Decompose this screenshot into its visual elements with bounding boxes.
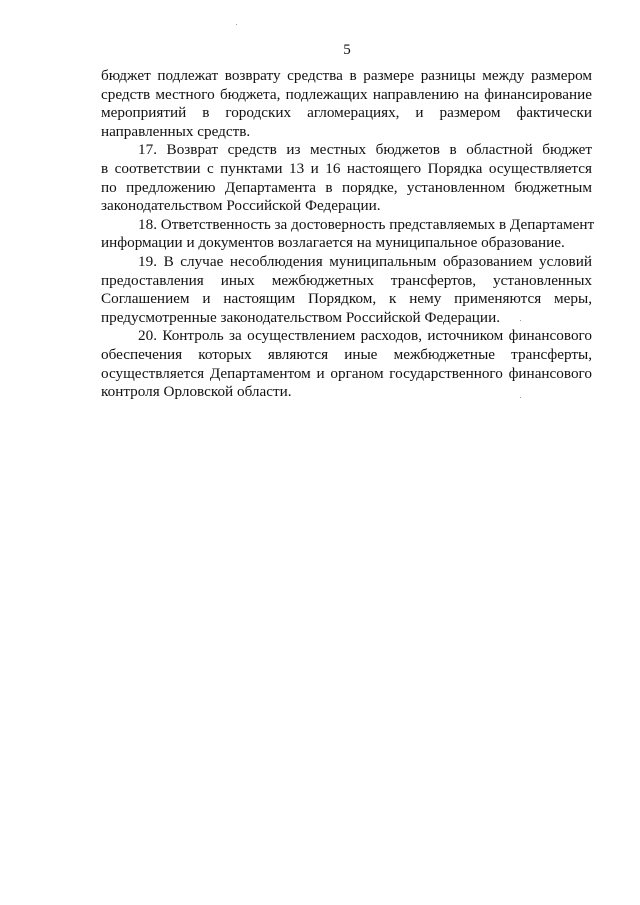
text-line: по предложению Департамента в порядке, установленном бюджетным [101,178,592,196]
text-line: предоставления иных межбюджетных трансфертов, установленных [101,271,592,289]
text-line: осуществляется Департаментом и органом государственного финансового [101,364,592,382]
text-line: средств местного бюджета, подлежащих направлению на финансирование [101,85,592,103]
text-line: мероприятий в городских агломерациях, и размером фактически [101,104,592,122]
document-body [101,67,595,402]
text-line: обеспечения которых являются иные межбюджетные трансферты, [101,345,592,363]
paragraph-continuation [101,67,592,141]
text-line: направленных средств. [101,122,251,140]
text-line: 20. Контроль за осуществлением расходов, источником финансового [138,327,592,345]
paragraph-19 [101,253,592,327]
scan-speck [520,397,521,398]
text-line: Соглашением и настоящим Порядком, к нему применяются меры, [101,290,592,308]
page-number: 5 [343,42,351,58]
text-line: информации и документов возлагается на муниципальное образование. [101,234,565,252]
text-line: предусмотренные законодательством Российской Федерации. [101,308,500,326]
text-line: в соответствии с пунктами 13 и 16 настоящего Порядка осуществляется [101,159,592,177]
text-line: 17. Возврат средств из местных бюджетов в областной бюджет [138,141,592,159]
paragraph-18 [101,215,595,253]
text-line: законодательством Российской Федерации. [101,197,381,215]
paragraph-20 [101,327,592,401]
text-line: 18. Ответственность за достоверность представляемых в Департамент [138,215,595,233]
text-line: 19. В случае несоблюдения муниципальным образованием условий [138,252,592,270]
scan-speck [236,24,237,25]
scan-speck [520,320,521,321]
text-line: контроля Орловской области. [101,383,292,401]
paragraph-17 [101,141,592,215]
text-line: бюджет подлежат возврату средства в размере разницы между размером [101,67,592,84]
